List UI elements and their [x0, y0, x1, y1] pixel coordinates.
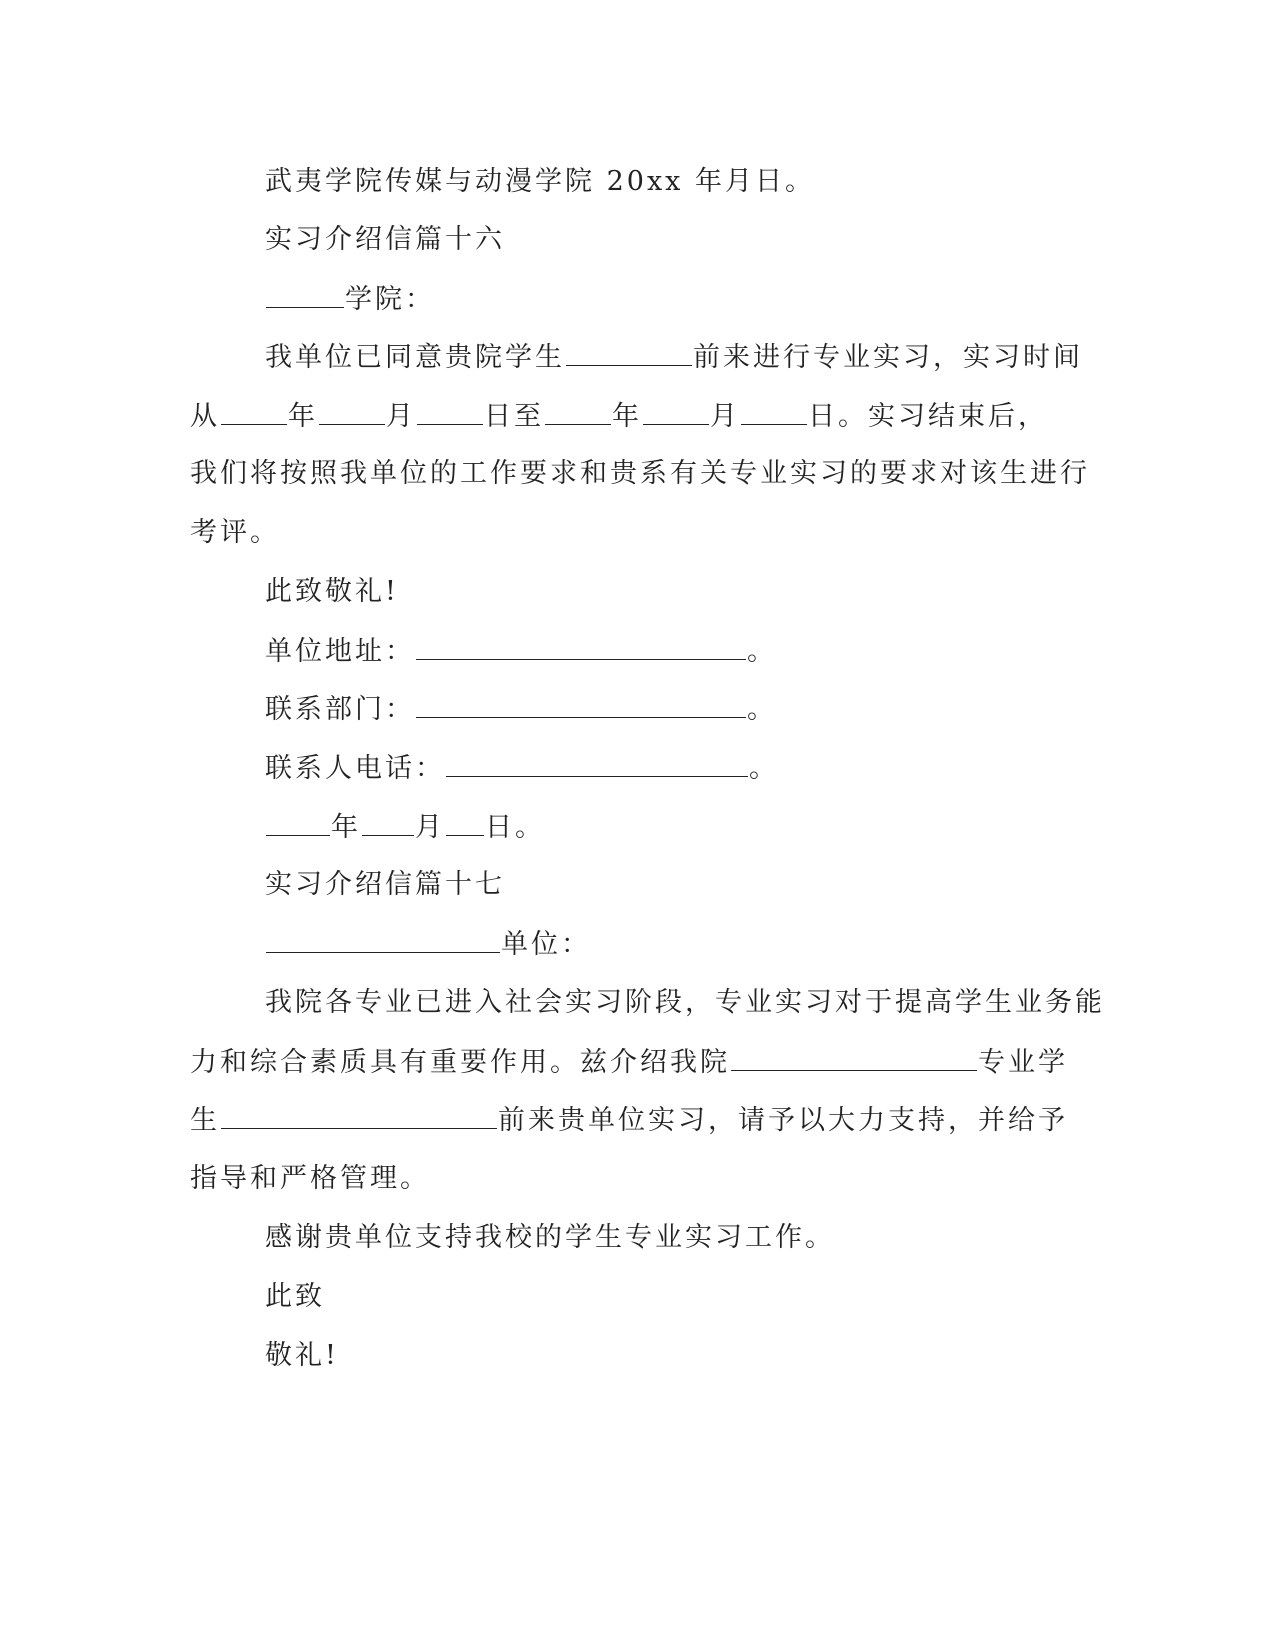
date-text: 年: [331, 812, 361, 843]
closing-line: [265, 574, 399, 610]
blank-address: [416, 633, 746, 660]
blank-department: [416, 691, 746, 718]
closing-line: [265, 1279, 325, 1315]
salutation-text: 学院：: [345, 284, 435, 315]
date-text: 月: [415, 812, 445, 843]
body-text: 月: [710, 401, 740, 432]
blank-student: [221, 1102, 497, 1129]
field-label: 联系部门：: [265, 694, 415, 725]
blank-month: [362, 809, 414, 836]
body-text: 日。实习结束后，: [808, 401, 1048, 432]
signature-text: 武夷学院传媒与动漫学院 20xx 年月日。: [265, 166, 815, 197]
field-end: 。: [747, 636, 777, 667]
blank-end-year: [545, 398, 611, 425]
body-text: 前来贵单位实习，请予以大力支持，并给予: [498, 1105, 1068, 1136]
date-text: 日。: [485, 812, 545, 843]
closing-line: [265, 1338, 339, 1374]
body-text: 年: [288, 401, 318, 432]
body-text: 指导和严格管理。: [190, 1163, 430, 1194]
body-line: [190, 1161, 430, 1197]
body-text: 年: [612, 401, 642, 432]
closing-text: 敬礼!: [265, 1340, 339, 1371]
section-heading-17: [265, 867, 505, 903]
body-text: 专业学: [978, 1047, 1068, 1078]
body-line: [265, 339, 1083, 376]
body-line: [190, 1102, 1068, 1139]
blank-end-day: [741, 398, 807, 425]
salutation-line: [265, 281, 435, 318]
body-line: [265, 1220, 835, 1256]
blank-day: [446, 809, 484, 836]
salutation-line: [265, 926, 591, 963]
blank-start-year: [221, 398, 287, 425]
body-text: 从: [190, 401, 220, 432]
field-label: 联系人电话：: [265, 753, 445, 784]
salutation-text: 单位：: [501, 929, 591, 960]
body-line: [190, 515, 280, 551]
date-field-line: [265, 809, 545, 846]
blank-phone: [446, 750, 748, 777]
body-text: 感谢贵单位支持我校的学生专业实习工作。: [265, 1222, 835, 1253]
closing-signature-line: [265, 164, 815, 200]
blank-end-month: [643, 398, 709, 425]
body-line: [190, 1044, 1068, 1081]
body-text: 月: [386, 401, 416, 432]
closing-text: 此致敬礼!: [265, 576, 399, 607]
section-title: 实习介绍信篇十六: [265, 224, 505, 255]
body-line: [265, 985, 1105, 1021]
body-line: [190, 456, 1090, 492]
blank-start-day: [417, 398, 483, 425]
body-text: 力和综合素质具有重要作用。兹介绍我院: [190, 1047, 730, 1078]
body-text: 考评。: [190, 517, 280, 548]
blank-major: [731, 1044, 977, 1071]
blank-unit-name: [266, 926, 500, 953]
body-line-dates: [190, 398, 1048, 435]
phone-field-line: [265, 750, 779, 787]
section-title: 实习介绍信篇十七: [265, 869, 505, 900]
closing-text: 此致: [265, 1281, 325, 1312]
body-text: 前来进行专业实习，实习时间: [693, 342, 1083, 373]
body-text: 日至: [484, 401, 544, 432]
body-text: 生: [190, 1105, 220, 1136]
field-end: 。: [747, 694, 777, 725]
field-label: 单位地址：: [265, 636, 415, 667]
department-field-line: [265, 691, 777, 728]
field-end: 。: [749, 753, 779, 784]
blank-start-month: [319, 398, 385, 425]
blank-college-name: [266, 281, 344, 308]
body-text: 我们将按照我单位的工作要求和贵系有关专业实习的要求对该生进行: [190, 458, 1090, 489]
section-heading-16: [265, 222, 505, 258]
body-text: 我单位已同意贵院学生: [265, 342, 565, 373]
address-field-line: [265, 633, 777, 670]
blank-year: [266, 809, 330, 836]
blank-student-name: [566, 339, 692, 366]
body-text: 我院各专业已进入社会实习阶段，专业实习对于提高学生业务能: [265, 987, 1105, 1018]
